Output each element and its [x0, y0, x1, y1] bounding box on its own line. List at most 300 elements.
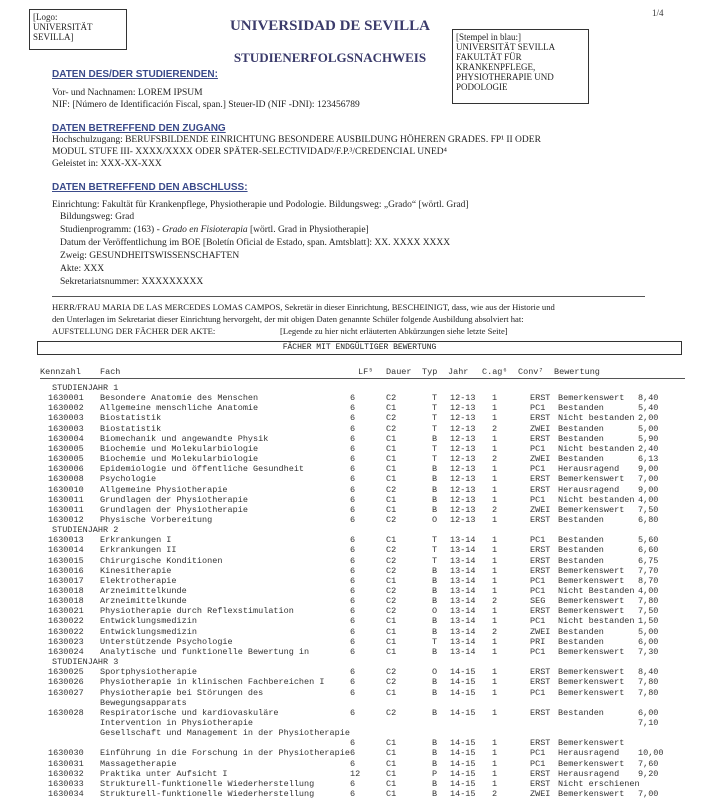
cell-cag: 1 [492, 677, 498, 688]
cell-conv: ERST [530, 413, 551, 424]
cell-jahr: 13-14 [450, 545, 476, 556]
access-line-3: Geleistet in: XXX-XX-XXX [52, 159, 162, 169]
cell-dauer: C2 [386, 555, 397, 566]
cell-note: 7,60 [638, 758, 659, 769]
cell-fach: Strukturell-funktionelle Wiederherstellung [100, 789, 315, 799]
cell-kennzahl: 1630015 [48, 555, 84, 566]
cell-note: 7,80 [638, 687, 659, 698]
degree-line-4: Datum der Veröffentlichung im BOE [Boletín Oficial de Estado, span. Amtsblatt]: XX. XXXX XXXX [60, 238, 451, 248]
cell-jahr: 13-14 [450, 535, 476, 546]
cell-conv: ERST [530, 565, 551, 576]
cell-dauer: C2 [386, 545, 397, 556]
col-lf: LF⁵ [358, 367, 374, 377]
cell-jahr: 12-13 [450, 494, 476, 505]
degree-line-2: Bildungsweg: Grad [60, 212, 135, 222]
certification-line-3: AUFSTELLUNG DER FÄCHER DER AKTE: [52, 326, 216, 336]
cell-bewertung: Bestanden [558, 433, 604, 444]
cell-dauer: C1 [386, 646, 397, 657]
cell-cag: 2 [492, 789, 498, 799]
cell-cag: 2 [492, 423, 498, 434]
cell-fach: Grundlagen der Physiotherapie [100, 494, 248, 505]
cell-dauer: C2 [386, 677, 397, 688]
cell-cag: 1 [492, 606, 498, 617]
cell-lf: 6 [350, 748, 356, 759]
cell-cag: 1 [492, 565, 498, 576]
cell-typ: T [432, 535, 438, 546]
cell-bewertung: Bemerkenswert [558, 393, 625, 404]
cell-bewertung: Bestanden [558, 626, 604, 637]
cell-dauer: C1 [386, 778, 397, 789]
cell-dauer: C1 [386, 748, 397, 759]
cell-note: 9,00 [638, 484, 659, 495]
cell-kennzahl: 1630034 [48, 789, 84, 799]
cell-jahr: 12-13 [450, 504, 476, 515]
cell-cag: 1 [492, 464, 498, 475]
year-heading: STUDIENJAHR 1 [52, 383, 119, 393]
cell-bewertung: Nicht bestanden [558, 616, 635, 627]
logo-placeholder: [Logo: UNIVERSITÄT SEVILLA] [29, 9, 127, 50]
cell-kennzahl: 1630022 [48, 616, 84, 627]
degree-section-heading: DATEN BETREFFEND DEN ABSCHLUSS: [52, 182, 248, 193]
cell-fach: Biostatistik [100, 413, 162, 424]
cell-lf: 6 [350, 565, 356, 576]
cell-typ: T [432, 545, 438, 556]
cell-dauer: C1 [386, 494, 397, 505]
cell-cag: 1 [492, 433, 498, 444]
cell-kennzahl: 1630027 [48, 687, 84, 698]
cell-note: 1,50 [638, 616, 659, 627]
cell-note: 6,00 [638, 636, 659, 647]
cell-dauer: C1 [386, 535, 397, 546]
cell-typ: B [432, 433, 438, 444]
cell-dauer: C1 [386, 504, 397, 515]
cell-cag: 1 [492, 667, 498, 678]
cell-lf: 6 [350, 789, 356, 799]
cell-typ: B [432, 504, 438, 515]
cell-cag: 2 [492, 504, 498, 515]
cell-conv: PC1 [530, 646, 546, 657]
cell-jahr: 13-14 [450, 586, 476, 596]
cell-conv: PC1 [530, 403, 546, 414]
cell-cag: 1 [492, 535, 498, 546]
cell-kennzahl: 1630026 [48, 677, 84, 688]
cell-bewertung: Bestanden [558, 555, 604, 566]
cell-kennzahl: 1630025 [48, 667, 84, 678]
cell-bewertung: Bestanden [558, 535, 604, 546]
cell-lf: 6 [350, 707, 356, 718]
cell-bewertung: Nicht bestanden [558, 413, 635, 424]
cell-note: 7,00 [638, 789, 659, 799]
cell-dauer: C2 [386, 484, 397, 495]
cell-fach: Physiotherapie durch Reflexstimulation [100, 606, 294, 617]
cell-jahr: 13-14 [450, 626, 476, 637]
cell-typ: T [432, 636, 438, 647]
cell-fach: Erkrankungen I [100, 535, 172, 546]
cell-lf: 6 [350, 778, 356, 789]
cell-note: 7,80 [638, 677, 659, 688]
cell-kennzahl: 1630023 [48, 636, 84, 647]
cell-dauer: C1 [386, 626, 397, 637]
cell-fach: Physiotherapie bei Störungen des [100, 687, 264, 698]
cell-lf: 6 [350, 646, 356, 657]
cell-note: 8,40 [638, 667, 659, 678]
cell-fach: Erkrankungen II [100, 545, 177, 556]
cell-lf: 6 [350, 433, 356, 444]
cell-kennzahl: 1630021 [48, 606, 84, 617]
cell-kennzahl: 1630003 [48, 413, 84, 424]
cell-cag: 1 [492, 768, 498, 779]
cell-typ: T [432, 443, 438, 454]
cell-conv: ERST [530, 667, 551, 678]
cell-note: 5,60 [638, 535, 659, 546]
cell-bewertung: Herausragend [558, 768, 620, 779]
cell-dauer: C2 [386, 596, 397, 607]
cell-fach: Bewegungsapparats [100, 697, 187, 708]
access-line-2: MODUL STUFE III- XXXX/XXXX ODER SPÄTER-SELECTIVIDAD²/F.P.³/CREDENCIAL UNED⁴ [52, 147, 447, 157]
cell-fach: Elektrotherapie [100, 575, 177, 586]
cell-kennzahl: 1630006 [48, 464, 84, 475]
cell-fach: Biochemie und Molekularbiologie [100, 443, 259, 454]
cell-conv: ERST [530, 545, 551, 556]
cell-cag: 1 [492, 575, 498, 586]
cell-conv: SEG [530, 596, 546, 607]
cell-bewertung: Bemerkenswert [558, 758, 625, 769]
cell-dauer: C1 [386, 616, 397, 627]
cell-jahr: 12-13 [450, 454, 476, 465]
col-kennzahl: Kennzahl [40, 367, 81, 377]
cell-kennzahl: 1630016 [48, 565, 84, 576]
cell-bewertung: Bemerkenswert [558, 687, 625, 698]
cell-conv: ERST [530, 768, 551, 779]
cell-lf: 6 [350, 738, 356, 749]
cell-conv: ERST [530, 778, 551, 789]
cell-dauer: C1 [386, 738, 397, 749]
cell-note: 5,00 [638, 626, 659, 637]
cell-cag: 1 [492, 545, 498, 556]
student-id: NIF: [Número de Identificación Fiscal, span.] Steuer-ID (NIF -DNI): 123456789 [52, 100, 360, 110]
cell-cag: 1 [492, 636, 498, 647]
cell-bewertung: Bemerkenswert [558, 789, 625, 799]
cell-jahr: 13-14 [450, 636, 476, 647]
cell-cag: 1 [492, 778, 498, 789]
cell-note: 7,00 [638, 474, 659, 485]
cell-dauer: C2 [386, 606, 397, 617]
cell-conv: ERST [530, 514, 551, 525]
cell-bewertung: Bestanden [558, 454, 604, 465]
cell-typ: B [432, 687, 438, 698]
cell-kennzahl: 1630031 [48, 758, 84, 769]
certification-legend-note: [Legende zu hier nicht erläuterten Abkürzungen siehe letzte Seite] [280, 326, 508, 336]
cell-cag: 1 [492, 393, 498, 404]
cell-conv: PC1 [530, 575, 546, 586]
cell-typ: B [432, 758, 438, 769]
cell-bewertung: Bemerkenswert [558, 575, 625, 586]
cell-typ: T [432, 413, 438, 424]
cell-bewertung: Nicht bestanden [558, 494, 635, 505]
cell-note: 2,40 [638, 443, 659, 454]
cell-kennzahl: 1630033 [48, 778, 84, 789]
cell-note: 5,90 [638, 433, 659, 444]
subjects-heading-box: FÄCHER MIT ENDGÜLTIGER BEWERTUNG [37, 341, 682, 355]
cell-lf: 6 [350, 413, 356, 424]
cell-dauer: C2 [386, 586, 397, 596]
cell-conv: ZWEI [530, 789, 551, 799]
cell-bewertung: Bemerkenswert [558, 504, 625, 515]
cell-bewertung: Bestanden [558, 423, 604, 434]
cell-lf: 6 [350, 758, 356, 769]
cell-bewertung: Herausragend [558, 484, 620, 495]
cell-conv: PC1 [530, 535, 546, 546]
certification-line-1: HERR/FRAU MARIA DE LAS MERCEDES LOMAS CAMPOS, Sekretär in dieser Einrichtung, BESCHEINIGT, dass, wie aus der Historie und [52, 302, 555, 312]
cell-lf: 6 [350, 626, 356, 637]
cell-lf: 6 [350, 474, 356, 485]
cell-conv: PC1 [530, 443, 546, 454]
cell-lf: 6 [350, 616, 356, 627]
cell-bewertung: Nicht Bestanden [558, 586, 635, 596]
cell-conv: ERST [530, 677, 551, 688]
cell-typ: O [432, 514, 438, 525]
cell-note: 7,50 [638, 504, 659, 515]
cell-conv: ERST [530, 433, 551, 444]
cell-lf: 6 [350, 667, 356, 678]
col-conv: Conv⁷ [518, 367, 544, 377]
cell-conv: PC1 [530, 586, 546, 596]
cell-note: 7,70 [638, 565, 659, 576]
cell-bewertung: Bestanden [558, 545, 604, 556]
cell-kennzahl: 1630011 [48, 504, 84, 515]
cell-bewertung: Bemerkenswert [558, 738, 625, 749]
cell-cag: 1 [492, 443, 498, 454]
cell-lf: 6 [350, 606, 356, 617]
student-name: Vor- und Nachnamen: LOREM IPSUM [52, 88, 203, 98]
cell-jahr: 14-15 [450, 789, 476, 799]
cell-dauer: C1 [386, 454, 397, 465]
cell-bewertung: Bemerkenswert [558, 646, 625, 657]
cell-bewertung: Bestanden [558, 514, 604, 525]
cell-jahr: 13-14 [450, 555, 476, 566]
cell-bewertung: Bemerkenswert [558, 677, 625, 688]
cell-fach: Besondere Anatomie des Menschen [100, 393, 259, 404]
cell-conv: PC1 [530, 494, 546, 505]
degree-line-1: Einrichtung: Fakultät für Krankenpflege, Physiotherapie und Podologie. Bildungsweg: „Grado“ [wörtl. Grad] [52, 200, 469, 210]
cell-conv: ERST [530, 738, 551, 749]
cell-fach: Allgemeine Physiotherapie [100, 484, 228, 495]
cell-fach: Respiratorische und kardiovaskuläre [100, 707, 279, 718]
cell-dauer: C1 [386, 789, 397, 799]
cell-note: 7,80 [638, 596, 659, 607]
cell-cag: 2 [492, 596, 498, 607]
cell-fach: Massagetherapie [100, 758, 177, 769]
cell-fach: Strukturell-funktionelle Wiederherstellung [100, 778, 315, 789]
cell-cag: 2 [492, 626, 498, 637]
access-line-1: Hochschulzugang: BERUFSBILDENDE EINRICHTUNG BESONDERE AUSBILDUNG HÖHEREN GRADES. FP¹ II ODER [52, 135, 541, 145]
cell-fach: Chirurgische Konditionen [100, 555, 223, 566]
cell-note: 6,60 [638, 545, 659, 556]
cell-kennzahl: 1630018 [48, 586, 84, 596]
cell-note: 7,50 [638, 606, 659, 617]
document-title: STUDIENERFOLGSNACHWEIS [233, 50, 427, 65]
cell-conv: PC1 [530, 464, 546, 475]
cell-dauer: C1 [386, 464, 397, 475]
cell-lf: 6 [350, 687, 356, 698]
cell-fach: Biochemie und Molekularbiologie [100, 454, 259, 465]
cell-cag: 1 [492, 586, 498, 596]
cell-note: 7,30 [638, 646, 659, 657]
year-heading: STUDIENJAHR 3 [52, 657, 119, 668]
cell-typ: B [432, 596, 438, 607]
cell-jahr: 12-13 [450, 403, 476, 414]
cell-cag: 1 [492, 474, 498, 485]
cell-fach: Arzneimittelkunde [100, 596, 187, 607]
col-jahr: Jahr [448, 367, 469, 377]
access-section-heading: DATEN BETREFFEND DEN ZUGANG [52, 123, 226, 134]
cell-cag: 1 [492, 687, 498, 698]
cell-fach: Sportphysiotherapie [100, 667, 197, 678]
divider [52, 296, 645, 297]
cell-cag: 1 [492, 484, 498, 495]
cell-typ: B [432, 707, 438, 718]
cell-conv: ERST [530, 393, 551, 404]
cell-jahr: 14-15 [450, 778, 476, 789]
cell-typ: B [432, 748, 438, 759]
cell-dauer: C2 [386, 667, 397, 678]
cell-typ: B [432, 474, 438, 485]
cell-typ: B [432, 484, 438, 495]
cell-typ: T [432, 393, 438, 404]
col-dauer: Dauer [386, 367, 412, 377]
cell-typ: B [432, 586, 438, 596]
cell-cag: 1 [492, 616, 498, 627]
cell-dauer: C1 [386, 636, 397, 647]
cell-bewertung: Bemerkenswert [558, 474, 625, 485]
cell-dauer: C1 [386, 403, 397, 414]
cell-jahr: 13-14 [450, 596, 476, 607]
cell-conv: ERST [530, 484, 551, 495]
cell-lf: 6 [350, 535, 356, 546]
certification-line-2: den Unterlagen im Sekretariat dieser Einrichtung hervorgeht, der mit obigen Daten genannte Schüler folgende Ausbildung absolviert hat: [52, 314, 524, 324]
cell-fach: Physische Vorbereitung [100, 514, 213, 525]
cell-kennzahl: 1630002 [48, 403, 84, 414]
cell-typ: T [432, 403, 438, 414]
stamp-placeholder: [Stempel in blau:] UNIVERSITÄT SEVILLA FAKULTÄT FÜR KRANKENPFLEGE, PHYSIOTHERAPIE UND PODOLOGIE [452, 29, 589, 104]
cell-jahr: 14-15 [450, 707, 476, 718]
cell-jahr: 13-14 [450, 616, 476, 627]
cell-kennzahl: 1630022 [48, 626, 84, 637]
cell-typ: T [432, 555, 438, 566]
cell-fach: Entwicklungsmedizin [100, 616, 197, 627]
cell-fach: Biomechanik und angewandte Physik [100, 433, 269, 444]
cell-note: 5,40 [638, 403, 659, 414]
cell-cag: 1 [492, 403, 498, 414]
cell-lf: 6 [350, 586, 356, 596]
cell-lf: 6 [350, 494, 356, 505]
cell-note: 9,20 [638, 768, 659, 779]
cell-typ: O [432, 606, 438, 617]
cell-bewertung: Herausragend [558, 748, 620, 759]
table-header-rule [40, 378, 685, 379]
cell-kennzahl: 1630008 [48, 474, 84, 485]
cell-typ: T [432, 423, 438, 434]
cell-fach: Intervention in Physiotherapie [100, 717, 254, 728]
cell-conv: ERST [530, 707, 551, 718]
cell-bewertung: Nicht bestanden [558, 443, 635, 454]
cell-conv: ZWEI [530, 626, 551, 637]
cell-kennzahl: 1630012 [48, 514, 84, 525]
cell-bewertung: Bemerkenswert [558, 565, 625, 576]
cell-bewertung: Herausragend [558, 464, 620, 475]
cell-fach: Unterstützende Psychologie [100, 636, 233, 647]
cell-kennzahl: 1630005 [48, 443, 84, 454]
cell-conv: PC1 [530, 748, 546, 759]
cell-jahr: 14-15 [450, 738, 476, 749]
cell-jahr: 12-13 [450, 474, 476, 485]
cell-jahr: 12-13 [450, 413, 476, 424]
cell-typ: B [432, 565, 438, 576]
cell-conv: ZWEI [530, 454, 551, 465]
cell-jahr: 12-13 [450, 433, 476, 444]
cell-lf: 6 [350, 443, 356, 454]
cell-bewertung: Bestanden [558, 636, 604, 647]
cell-note: 4,00 [638, 586, 659, 596]
cell-lf: 6 [350, 677, 356, 688]
degree-line-5: Zweig: GESUNDHEITSWISSENSCHAFTEN [60, 251, 240, 261]
cell-lf: 6 [350, 484, 356, 495]
cell-fach: Analytische und funktionelle Bewertung in [100, 646, 310, 657]
cell-note: 2,00 [638, 413, 659, 424]
cell-conv: PC1 [530, 687, 546, 698]
cell-cag: 1 [492, 707, 498, 718]
cell-typ: B [432, 616, 438, 627]
cell-cag: 1 [492, 413, 498, 424]
cell-fach: Gesellschaft und Management in der Physiotherapie [100, 728, 350, 739]
cell-kennzahl: 1630003 [48, 423, 84, 434]
cell-conv: ERST [530, 555, 551, 566]
cell-kennzahl: 1630001 [48, 393, 84, 404]
cell-fach: Physiotherapie in klinischen Fachbereichen I [100, 677, 325, 688]
cell-typ: B [432, 646, 438, 657]
cell-typ: B [432, 677, 438, 688]
cell-note: 8,40 [638, 393, 659, 404]
cell-lf: 12 [350, 768, 361, 779]
cell-dauer: C2 [386, 413, 397, 424]
cell-lf: 6 [350, 555, 356, 566]
cell-bewertung: Bemerkenswert [558, 596, 625, 607]
cell-bewertung: Bestanden [558, 707, 604, 718]
cell-fach: Psychologie [100, 474, 157, 485]
cell-cag: 1 [492, 758, 498, 769]
cell-typ: B [432, 789, 438, 799]
cell-jahr: 14-15 [450, 768, 476, 779]
cell-dauer: C1 [386, 758, 397, 769]
cell-bewertung: Bestanden [558, 403, 604, 414]
degree-line-7: Sekretariatsnummer: XXXXXXXXX [60, 277, 204, 287]
cell-conv: ERST [530, 474, 551, 485]
cell-cag: 1 [492, 494, 498, 505]
student-section-heading: DATEN DES/DER STUDIERENDEN: [52, 69, 218, 80]
cell-note: 9,00 [638, 464, 659, 475]
cell-lf: 6 [350, 636, 356, 647]
cell-conv: PC1 [530, 758, 546, 769]
cell-bewertung: Bemerkenswert [558, 606, 625, 617]
cell-kennzahl: 1630013 [48, 535, 84, 546]
cell-cag: 1 [492, 748, 498, 759]
cell-jahr: 12-13 [450, 423, 476, 434]
cell-dauer: C1 [386, 687, 397, 698]
cell-note: 6,75 [638, 555, 659, 566]
cell-lf: 6 [350, 514, 356, 525]
cell-typ: B [432, 626, 438, 637]
cell-cag: 1 [492, 738, 498, 749]
